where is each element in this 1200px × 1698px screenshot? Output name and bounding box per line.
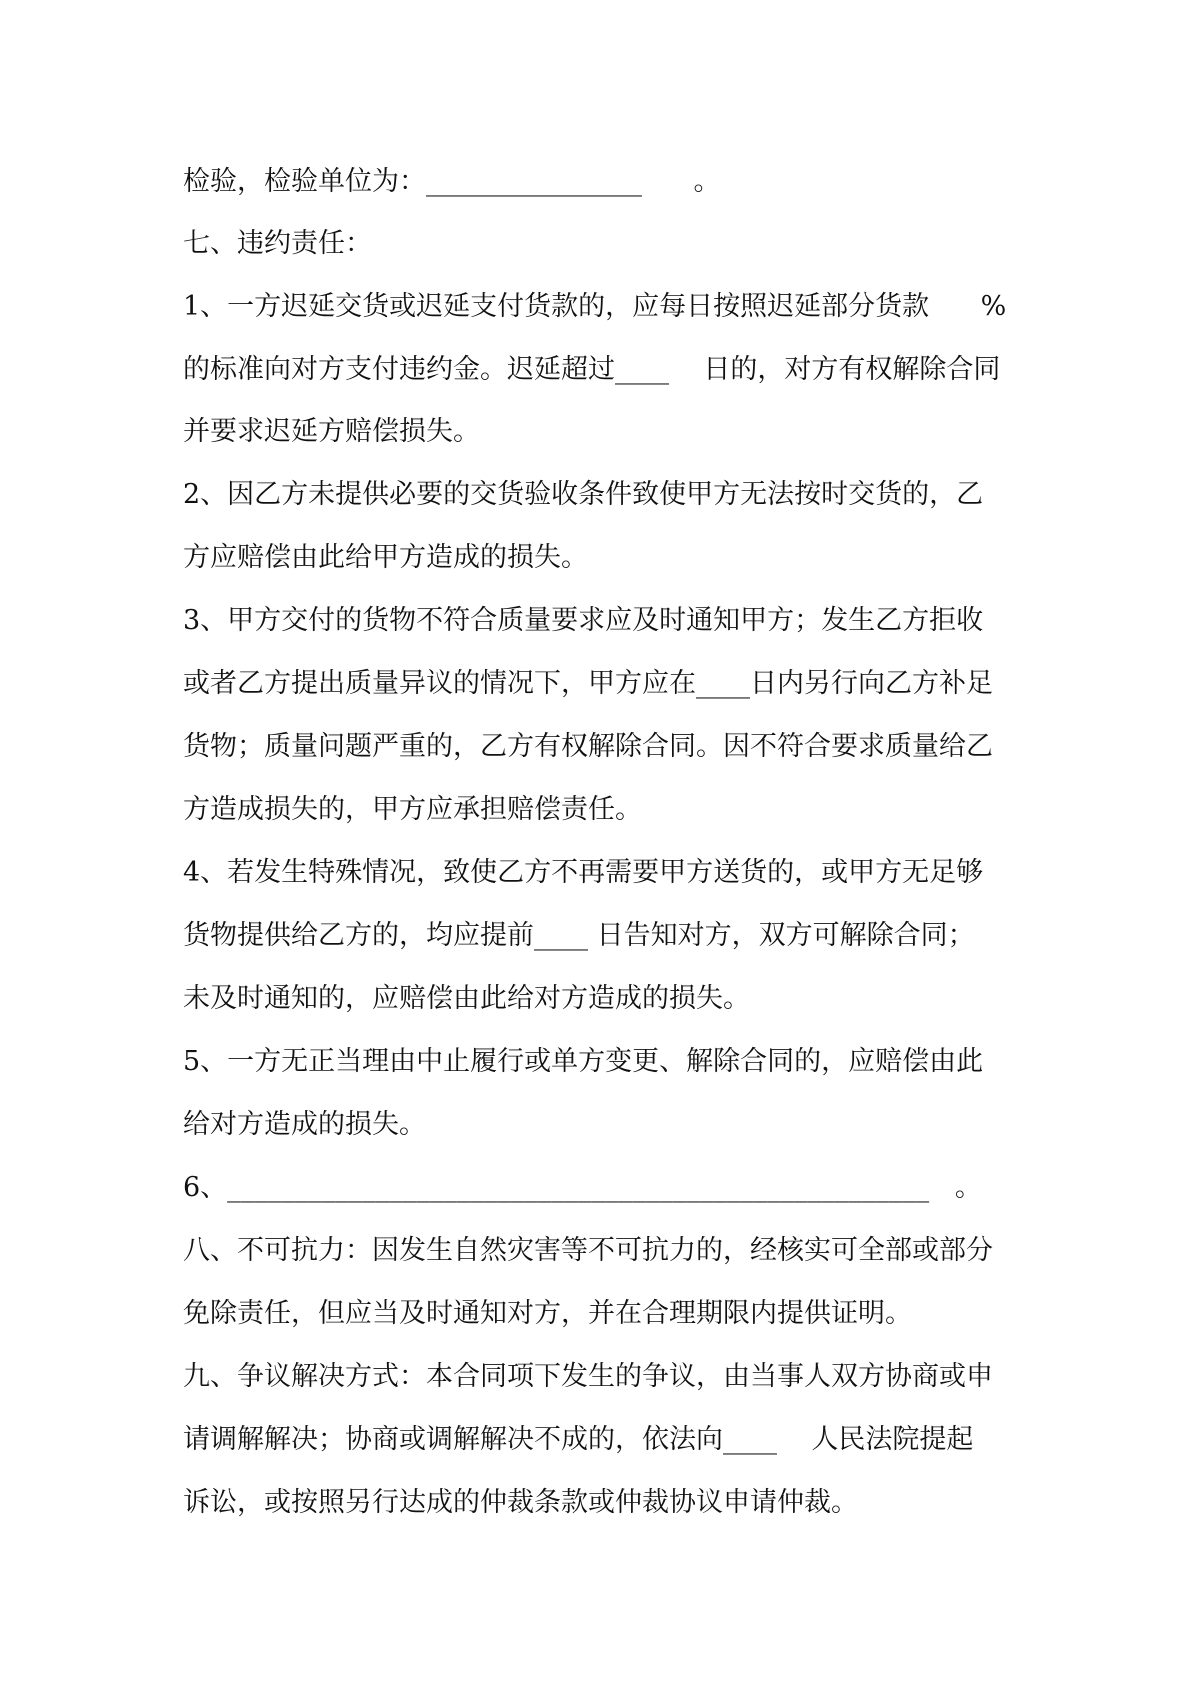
text-line: 请调解解决；协商或调解解决不成的，依法向____ 人民法院提起 (183, 1424, 974, 1455)
section-heading: 九、争议解决方式：本合同项下发生的争议，由当事人双方协商或申 (183, 1361, 993, 1392)
text-line: 或者乙方提出质量异议的情况下，甲方应在____日内另行向乙方补足 (183, 668, 993, 699)
text-line: 1、一方迟延交货或迟延支付货款的，应每日按照迟延部分货款 % (183, 291, 1007, 322)
text-line: 并要求迟延方赔偿损失。 (183, 416, 480, 447)
text-line: 给对方造成的损失。 (183, 1109, 426, 1140)
section-heading: 七、违约责任： (183, 228, 372, 259)
text-line: 检验，检验单位为：________________ 。 (183, 166, 721, 197)
section-heading: 八、不可抗力：因发生自然灾害等不可抗力的，经核实可全部或部分 (183, 1235, 993, 1266)
text-line: 6、____________________________________________________ 。 (183, 1172, 982, 1203)
text-line: 的标准向对方支付违约金。迟延超过____ 日的，对方有权解除合同 (183, 354, 1001, 385)
text-line: 方应赔偿由此给甲方造成的损失。 (183, 542, 588, 573)
text-line: 3、甲方交付的货物不符合质量要求应及时通知甲方；发生乙方拒收 (183, 605, 984, 636)
text-line: 未及时通知的，应赔偿由此给对方造成的损失。 (183, 983, 750, 1014)
text-line: 货物；质量问题严重的，乙方有权解除合同。因不符合要求质量给乙 (183, 731, 993, 762)
text-line: 2、因乙方未提供必要的交货验收条件致使甲方无法按时交货的，乙 (183, 479, 984, 510)
text-line: 方造成损失的，甲方应承担赔偿责任。 (183, 794, 642, 825)
text-line: 5、一方无正当理由中止履行或单方变更、解除合同的，应赔偿由此 (183, 1046, 984, 1077)
text-line: 货物提供给乙方的，均应提前____ 日告知对方，双方可解除合同； (183, 920, 975, 951)
text-line: 诉讼，或按照另行达成的仲裁条款或仲裁协议申请仲裁。 (183, 1487, 858, 1518)
text-line: 4、若发生特殊情况，致使乙方不再需要甲方送货的，或甲方无足够 (183, 857, 984, 888)
text-line: 免除责任，但应当及时通知对方，并在合理期限内提供证明。 (183, 1298, 912, 1329)
